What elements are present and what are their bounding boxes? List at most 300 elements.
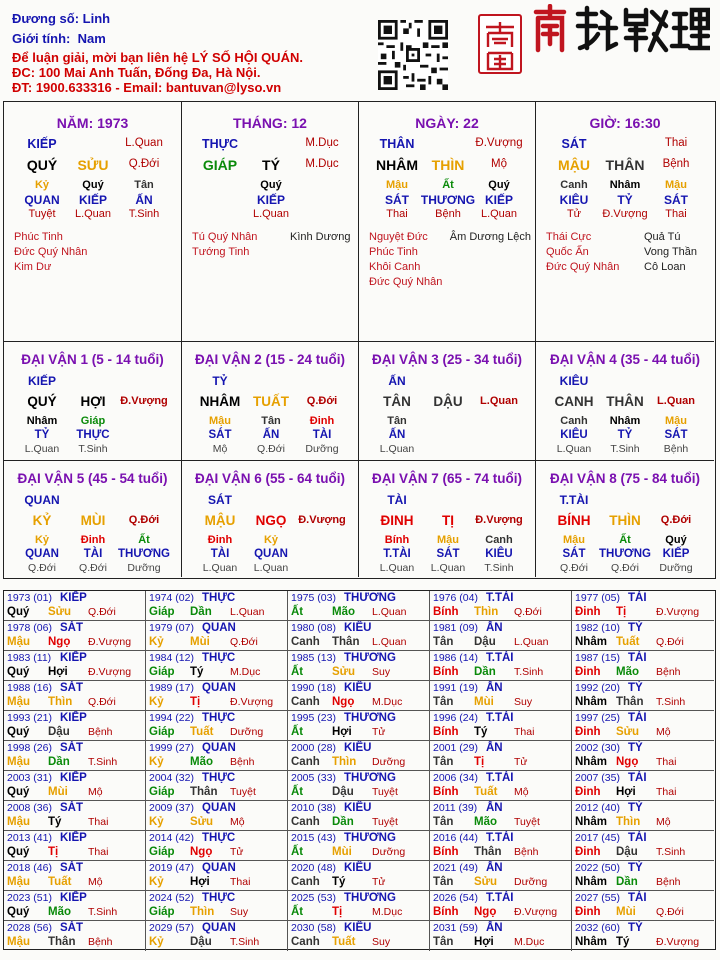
year-ten-god: TÀI [628, 832, 647, 844]
year-stem: Tân [433, 876, 454, 888]
year-label: 1998 (26) [7, 742, 52, 754]
special-star-left: Đức Quý Nhân [546, 261, 620, 273]
year-life-stage: M.Dục [514, 936, 545, 948]
year-cell [4, 801, 146, 831]
gender-line [12, 31, 106, 46]
year-label: 1991 (19) [433, 682, 478, 694]
year-stem: Bính [433, 726, 459, 738]
year-stem: Quý [7, 846, 30, 858]
luck-period-title: ĐẠI VẬN 5 (45 - 54 tuổi) [17, 471, 168, 486]
hidden-ten-god: TỶ [34, 429, 50, 441]
year-cell [146, 621, 288, 651]
year-stem: Canh [291, 936, 320, 948]
special-star-row [14, 245, 177, 260]
year-label: 2008 (36) [7, 802, 52, 814]
year-life-stage: Thai [230, 876, 251, 888]
special-star-left: Phúc Tinh [369, 246, 418, 258]
year-cell [288, 801, 430, 831]
hidden-ten-god: THƯƠNG [599, 548, 651, 560]
hidden-life-stage: Bệnh [435, 208, 461, 220]
year-life-stage: T.Sinh [88, 756, 118, 768]
year-cell [288, 771, 430, 801]
year-life-stage: Tử [372, 726, 386, 738]
year-branch: Thân [616, 696, 644, 708]
year-branch: Mùi [332, 846, 352, 858]
year-branch: Sửu [616, 726, 640, 738]
year-label: 1980 (08) [291, 622, 336, 634]
year-life-stage: Bệnh [230, 756, 255, 768]
year-stem: Kỷ [149, 816, 164, 828]
year-stem: Ất [291, 846, 304, 858]
year-life-stage: L.Quan [514, 636, 549, 648]
life-stage: Đ.Vượng [298, 514, 346, 526]
year-label: 2026 (54) [433, 892, 478, 904]
annual-luck-table [3, 590, 716, 950]
year-label: 1973 (01) [7, 592, 52, 604]
year-cell [430, 891, 572, 921]
hidden-stem: Tân [134, 179, 154, 191]
year-ten-god: KIẾP [60, 892, 87, 904]
year-branch: Ngọ [616, 756, 639, 768]
year-stem: Quý [7, 726, 30, 738]
year-life-stage: M.Dục [372, 906, 403, 918]
year-cell [430, 681, 572, 711]
year-label: 1975 (03) [291, 592, 336, 604]
ten-god-label: THỰC [201, 137, 239, 151]
year-life-stage: Thai [514, 726, 535, 738]
year-stem: Giáp [149, 846, 175, 858]
year-stem: Ất [291, 606, 304, 618]
special-star-right: Vong Thần [644, 246, 698, 258]
life-stage: Đ.Vượng [475, 514, 523, 526]
year-label: 2012 (40) [575, 802, 620, 814]
year-cell [4, 741, 146, 771]
hidden-ten-god: TỶ [617, 193, 633, 207]
year-life-stage: Đ.Vượng [88, 636, 132, 648]
year-label: 1999 (27) [149, 742, 194, 754]
year-ten-god: THƯƠNG [344, 892, 396, 904]
hidden-ten-god: SÁT [664, 429, 688, 441]
life-stage: Q.Đới [306, 395, 338, 407]
year-life-stage: Thai [88, 816, 109, 828]
year-label: 2022 (50) [575, 862, 620, 874]
hidden-stem: Đinh [309, 415, 335, 427]
year-stem: Giáp [149, 786, 175, 798]
ten-god-label: L.Quan [125, 137, 163, 149]
special-star-left: Phúc Tinh [14, 231, 63, 243]
year-label: 2004 (32) [149, 772, 194, 784]
year-stem: Ất [291, 786, 304, 798]
year-branch: Dần [332, 816, 354, 828]
hidden-stem: Mậu [563, 534, 585, 546]
special-star-left: Đức Quý Nhân [369, 276, 443, 288]
year-branch: Hợi [48, 666, 68, 678]
pillar-title: THÁNG: 12 [233, 115, 307, 131]
year-label: 1994 (22) [149, 712, 194, 724]
hidden-life-stage: Tử [566, 208, 582, 220]
year-branch: Tuất [48, 876, 72, 888]
year-label: 2009 (37) [149, 802, 194, 814]
year-ten-god: TỶ [628, 742, 643, 754]
year-life-stage: L.Quan [372, 636, 407, 648]
year-cell [572, 831, 714, 861]
ten-god-label: TÀI [387, 493, 407, 507]
year-cell [572, 861, 714, 891]
owner-name: Đương số: Linh [12, 11, 111, 26]
year-cell [288, 741, 430, 771]
year-stem: Ất [291, 666, 304, 678]
heavenly-stem: MẬU [558, 157, 590, 173]
year-ten-god: T.TÀI [486, 592, 514, 604]
year-life-stage: Q.Đới [230, 636, 258, 648]
year-label: 2007 (35) [575, 772, 620, 784]
year-cell [288, 591, 430, 621]
earthly-branch: MÙI [80, 513, 106, 528]
year-branch: Dậu [190, 936, 212, 948]
year-ten-god: ẤN [486, 802, 503, 814]
year-stem: Kỷ [149, 696, 164, 708]
year-stem: Tân [433, 696, 454, 708]
hidden-life-stage: L.Quan [480, 208, 518, 220]
year-life-stage: Thai [88, 846, 109, 858]
year-ten-god: ẤN [486, 922, 503, 934]
year-ten-god: ẤN [486, 682, 503, 694]
year-label: 2027 (55) [575, 892, 620, 904]
special-star-row [546, 260, 710, 275]
year-branch: Thân [332, 636, 360, 648]
hidden-ten-god: TÀI [312, 429, 332, 441]
year-ten-god: SÁT [60, 682, 83, 694]
hidden-life-stage: T.Sinh [484, 562, 514, 574]
year-ten-god: TỶ [628, 622, 643, 634]
year-life-stage: Tuyệt [372, 786, 398, 798]
year-label: 1988 (16) [7, 682, 52, 694]
year-branch: Tuất [190, 726, 214, 738]
year-label: 2017 (45) [575, 832, 620, 844]
heavenly-stem: NHÂM [376, 157, 418, 173]
hidden-life-stage: L.Quan [379, 443, 415, 455]
hidden-ten-god: SÁT [664, 193, 688, 207]
hidden-ten-god: THỰC [76, 429, 110, 441]
hidden-stem: Mậu [665, 415, 687, 427]
year-stem: Kỷ [149, 936, 164, 948]
special-star-right: Cô Loan [644, 261, 686, 273]
special-star-row [369, 260, 531, 275]
year-label: 2028 (56) [7, 922, 52, 934]
special-star-row [369, 275, 531, 290]
year-life-stage: Q.Đới [88, 696, 116, 708]
year-life-stage: Thai [656, 786, 677, 798]
hidden-life-stage: Mộ [212, 443, 228, 455]
year-life-stage: T.Sinh [656, 696, 686, 708]
luck-period-title: ĐẠI VẬN 3 (25 - 34 tuổi) [371, 352, 523, 367]
hidden-ten-god: QUAN [24, 193, 60, 207]
year-stem: Mậu [7, 636, 30, 648]
year-label: 2014 (42) [149, 832, 194, 844]
hidden-stem: Tân [261, 415, 281, 427]
year-stem: Quý [7, 606, 30, 618]
year-label: 2018 (46) [7, 862, 52, 874]
heavenly-stem: NHÂM [199, 394, 241, 409]
year-branch: Tuất [474, 786, 498, 798]
year-life-stage: Tuyệt [230, 786, 256, 798]
hidden-stem: Kỷ [34, 179, 50, 191]
special-star-row [546, 230, 710, 245]
hidden-stem: Đinh [80, 534, 106, 546]
earthly-branch: THÌN [609, 513, 641, 528]
year-life-stage: Đ.Vượng [230, 696, 274, 708]
year-branch: Thìn [474, 606, 499, 618]
luck-period-title: ĐẠI VẬN 1 (5 - 14 tuổi) [21, 352, 164, 367]
hidden-life-stage: Thai [665, 208, 687, 220]
earthly-branch: SỬU [77, 157, 109, 173]
special-star-row [369, 245, 531, 260]
year-cell [572, 801, 714, 831]
year-branch: Dậu [616, 846, 638, 858]
year-ten-god: THƯƠNG [344, 712, 396, 724]
hidden-ten-god: THƯƠNG [420, 193, 476, 207]
year-label: 1989 (17) [149, 682, 194, 694]
year-life-stage: Đ.Vượng [514, 906, 558, 918]
year-ten-god: SÁT [60, 622, 83, 634]
year-label: 2001 (29) [433, 742, 478, 754]
hidden-stem: Quý [488, 179, 510, 191]
year-branch: Tị [190, 696, 201, 708]
pillar-cell [182, 102, 359, 342]
year-ten-god: ẤN [486, 862, 503, 874]
hidden-ten-god: SÁT [385, 193, 409, 207]
header [0, 0, 720, 100]
hidden-ten-god: KIẾP [484, 193, 513, 207]
year-stem: Mậu [7, 756, 30, 768]
year-stem: Tân [433, 816, 454, 828]
life-stage: Q.Đới [128, 514, 160, 526]
year-branch: Thân [190, 786, 218, 798]
hidden-life-stage: Q.Đới [560, 562, 588, 574]
year-cell [288, 621, 430, 651]
earthly-branch: NGỌ [255, 513, 287, 528]
ten-god-label: Thai [664, 137, 688, 149]
year-ten-god: THƯƠNG [344, 772, 396, 784]
year-label: 2011 (39) [433, 802, 478, 814]
year-label: 1986 (14) [433, 652, 478, 664]
special-star-row [14, 230, 177, 245]
pillar-title: GIỜ: 16:30 [589, 115, 661, 131]
gender-label: Giới tính: [12, 31, 71, 46]
year-ten-god: TÀI [628, 652, 647, 664]
year-stem: Kỷ [149, 636, 164, 648]
year-cell [4, 651, 146, 681]
year-branch: Tị [474, 756, 485, 768]
hidden-life-stage: Q.Đới [257, 443, 285, 455]
year-cell [4, 921, 146, 951]
year-label: 1977 (05) [575, 592, 620, 604]
year-label: 1996 (24) [433, 712, 478, 724]
hidden-life-stage: T.Sinh [128, 208, 160, 220]
ten-god-label: SÁT [208, 493, 232, 507]
year-stem: Mậu [7, 696, 30, 708]
hidden-stem: Kỷ [263, 534, 279, 546]
life-stage: Đ.Vượng [120, 395, 168, 407]
year-label: 1979 (07) [149, 622, 194, 634]
year-ten-god: TÀI [628, 772, 647, 784]
year-stem: Nhâm [575, 756, 607, 768]
year-stem: Mậu [7, 816, 30, 828]
hidden-stem: Canh [485, 534, 513, 546]
special-star-row [192, 245, 354, 260]
hidden-stem: Ất [619, 534, 631, 546]
address: ĐC: 100 Mai Anh Tuấn, Đống Đa, Hà Nội. [12, 65, 261, 80]
year-ten-god: TÀI [628, 592, 647, 604]
hidden-life-stage: L.Quan [556, 443, 592, 455]
year-cell [146, 711, 288, 741]
year-cell [288, 891, 430, 921]
hidden-life-stage: Bệnh [663, 443, 689, 455]
hidden-stem: Quý [82, 179, 104, 191]
year-ten-god: TỶ [628, 802, 643, 814]
year-label: 2010 (38) [291, 802, 336, 814]
year-life-stage: Mộ [230, 816, 245, 828]
hidden-life-stage: L.Quan [379, 562, 415, 574]
year-branch: Mão [190, 756, 213, 768]
year-cell [288, 831, 430, 861]
year-branch: Ngọ [48, 636, 71, 648]
year-cell [4, 711, 146, 741]
special-stars-list [369, 230, 531, 290]
year-branch: Hợi [616, 786, 636, 798]
hidden-stem: Canh [560, 179, 588, 191]
chart-grid [3, 101, 716, 579]
year-stem: Kỷ [149, 876, 164, 888]
year-cell [146, 831, 288, 861]
year-stem: Ất [291, 726, 304, 738]
year-cell [4, 891, 146, 921]
year-stem: Mậu [7, 876, 30, 888]
special-star-left: Tú Quý Nhân [192, 231, 258, 243]
year-branch: Mão [48, 906, 71, 918]
year-branch: Dần [190, 606, 212, 618]
year-ten-god: THƯƠNG [344, 652, 396, 664]
year-label: 2005 (33) [291, 772, 336, 784]
special-star-right: Kình Dương [290, 231, 351, 243]
hidden-life-stage: Đ.Vượng [602, 208, 648, 220]
year-label: 2016 (44) [433, 832, 478, 844]
special-stars-list [192, 230, 354, 260]
year-stem: Giáp [149, 906, 175, 918]
year-label: 2025 (53) [291, 892, 336, 904]
special-star-left: Tướng Tinh [192, 246, 250, 258]
year-stem: Nhâm [575, 936, 607, 948]
year-life-stage: M.Dục [230, 666, 261, 678]
luck-period-title: ĐẠI VẬN 8 (75 - 84 tuổi) [549, 471, 701, 486]
year-life-stage: T.Sinh [514, 666, 544, 678]
year-branch: Tị [332, 906, 343, 918]
hidden-ten-god: SÁT [208, 429, 232, 441]
year-life-stage: Tuyệt [372, 816, 398, 828]
year-life-stage: Đ.Vượng [656, 936, 700, 948]
year-label: 1997 (25) [575, 712, 620, 724]
earthly-branch: TÝ [262, 157, 280, 173]
special-star-row [14, 260, 177, 275]
year-label: 2031 (59) [433, 922, 478, 934]
pillar-title: NGÀY: 22 [415, 115, 479, 131]
year-branch: Tuất [332, 936, 356, 948]
year-ten-god: QUAN [202, 742, 236, 754]
hidden-ten-god: TÀI [83, 548, 103, 560]
hidden-ten-god: ẤN [135, 193, 153, 207]
year-stem: Ất [291, 906, 304, 918]
life-stage: Q.Đới [128, 158, 160, 170]
year-cell [288, 711, 430, 741]
year-life-stage: Bệnh [88, 936, 113, 948]
year-label: 2015 (43) [291, 832, 336, 844]
ten-god-label: ẤN [388, 374, 406, 388]
special-star-row [369, 230, 531, 245]
hidden-life-stage: Tuyệt [28, 208, 56, 220]
year-ten-god: T.TÀI [486, 832, 514, 844]
year-branch: Sửu [48, 606, 72, 618]
hidden-life-stage: T.Sinh [610, 443, 640, 455]
year-cell [146, 771, 288, 801]
year-ten-god: T.TÀI [486, 652, 514, 664]
year-ten-god: ẤN [486, 622, 503, 634]
luck-period-cell [182, 461, 359, 577]
year-branch: Tý [332, 876, 346, 888]
heavenly-stem: GIÁP [202, 157, 238, 173]
year-life-stage: Mộ [656, 816, 671, 828]
year-cell [4, 621, 146, 651]
year-life-stage: Dưỡng [372, 756, 406, 768]
year-cell [572, 741, 714, 771]
special-stars-list [14, 230, 177, 275]
year-ten-god: KIẾP [60, 652, 87, 664]
year-branch: Mão [616, 666, 639, 678]
hidden-ten-god: TÀI [210, 548, 230, 560]
year-life-stage: L.Quan [372, 606, 407, 618]
hidden-life-stage: Q.Đới [28, 562, 56, 574]
year-cell [4, 861, 146, 891]
year-branch: Dần [474, 666, 496, 678]
earthly-branch: THÂN [605, 157, 645, 173]
year-life-stage: Dưỡng [514, 876, 548, 888]
year-label: 1990 (18) [291, 682, 336, 694]
hidden-stem: Nhâm [609, 179, 641, 191]
luck-period-title: ĐẠI VẬN 2 (15 - 24 tuổi) [194, 352, 346, 367]
year-branch: Sửu [474, 876, 498, 888]
year-label: 2002 (30) [575, 742, 620, 754]
year-label: 2023 (51) [7, 892, 52, 904]
earthly-branch: HỢI [80, 394, 106, 409]
hidden-life-stage: L.Quan [24, 443, 60, 455]
year-cell [146, 591, 288, 621]
hidden-stem: Bính [384, 534, 410, 546]
year-cell [146, 801, 288, 831]
year-label: 1976 (04) [433, 592, 478, 604]
year-stem: Bính [433, 846, 459, 858]
ten-god-label: KIẾP [27, 374, 56, 388]
year-cell [572, 621, 714, 651]
year-branch: Dần [48, 756, 70, 768]
life-stage: Mộ [491, 158, 507, 170]
year-ten-god: KIÊU [344, 922, 372, 934]
special-star-row [192, 230, 354, 245]
year-ten-god: KIÊU [344, 682, 372, 694]
special-star-left: Kim Dư [14, 261, 52, 273]
hidden-stem: Kỷ [34, 534, 50, 546]
hidden-ten-god: KIÊU [559, 193, 589, 207]
earthly-branch: THÌN [431, 157, 465, 173]
year-cell [430, 771, 572, 801]
